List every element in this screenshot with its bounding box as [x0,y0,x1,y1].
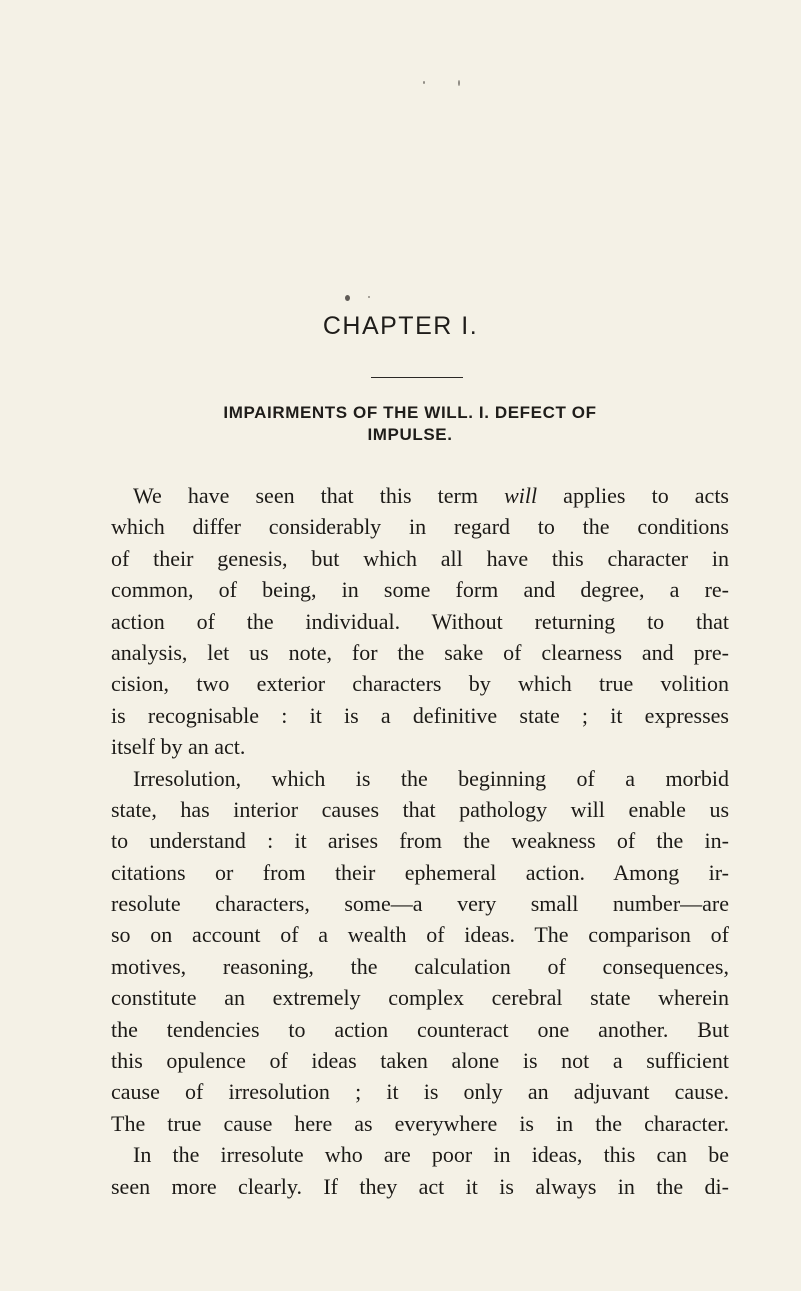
body-text [111,480,729,1202]
chapter-heading-line-1: IMPAIRMENTS OF THE WILL. I. DEFECT OF [223,403,597,422]
title-divider [371,377,463,378]
ink-speck [423,81,425,84]
text-line: so on account of a wealth of ideas. The comparison of [111,922,729,948]
chapter-heading [120,402,700,446]
text-line: In the irresolute who are poor in ideas, this can be [133,1142,729,1168]
text-line: itself by an act. [111,734,246,760]
ink-speck [458,80,460,86]
ink-speck [368,296,370,298]
text-line: The true cause here as everywhere is in the character. [111,1110,729,1136]
text-line: state, has interior causes that pathology will enable us [111,796,729,822]
emphasis-will: will [504,483,538,508]
text-line: resolute characters, some—a very small number—are [111,891,729,917]
text-line: motives, reasoning, the calculation of consequences, [111,953,729,979]
ink-speck [345,295,350,301]
text-line: action of the individual. Without returning to that [111,608,729,634]
text-line: citations or from their ephemeral action. Among ir- [111,859,729,885]
chapter-heading-line-2: IMPULSE. [367,425,453,444]
text-line: which differ considerably in regard to the conditions [111,514,729,540]
text-line: Irresolution, which is the beginning of a morbid [133,765,729,791]
text-line: constitute an extremely complex cerebral state wherein [111,985,729,1011]
chapter-title: CHAPTER I. [322,312,479,340]
text-line: cision, two exterior characters by which true volition [111,671,729,697]
paragraph-2 [111,763,729,1140]
text-line: analysis, let us note, for the sake of clearness and pre- [111,639,729,665]
text-line: common, of being, in some form and degree, a re- [111,577,729,603]
text-line: seen more clearly. If they act it is always in the di- [111,1173,729,1199]
text-line: this opulence of ideas taken alone is not a sufficient [111,1048,729,1074]
text-line: We have seen that this term will applies to acts [133,483,729,508]
text-line: the tendencies to action counteract one another. But [111,1016,729,1042]
text-line: cause of irresolution ; it is only an adjuvant cause. [111,1079,729,1105]
text-line: to understand : it arises from the weakness of the in- [111,828,729,854]
paragraph-3 [111,1139,729,1202]
text-line: of their genesis, but which all have this character in [111,545,729,571]
paragraph-1 [111,480,729,763]
text-line: is recognisable : it is a definitive state ; it expresses [111,702,729,728]
